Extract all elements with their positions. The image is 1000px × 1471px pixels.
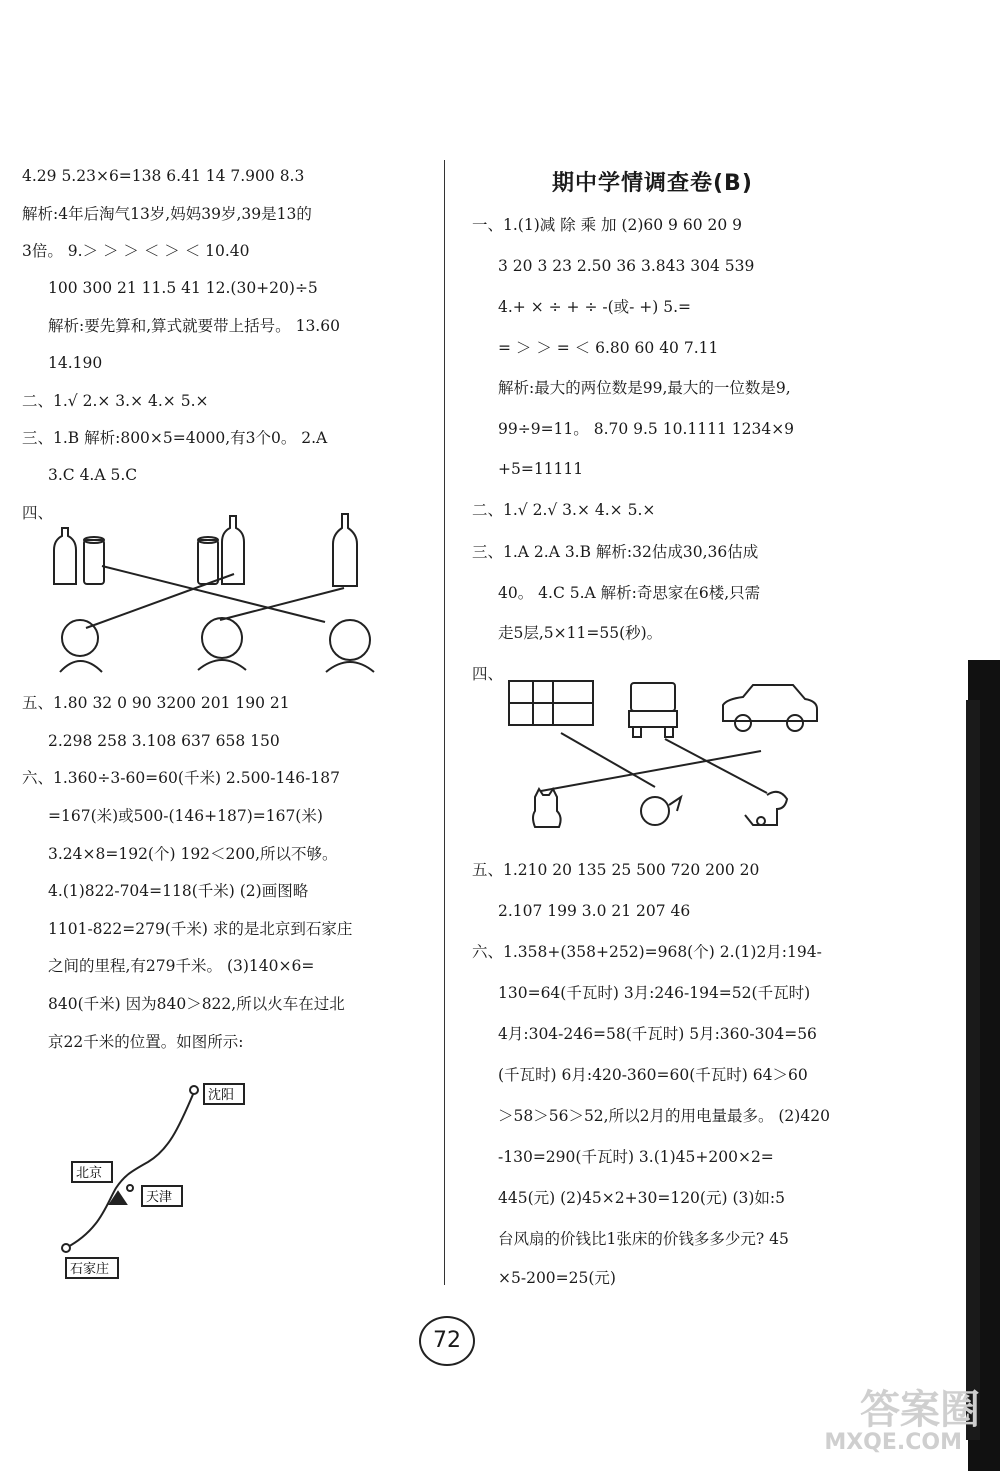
text-line: 840(千米) 因为840＞822,所以火车在过北 xyxy=(48,995,345,1013)
text-line: 2.298 258 3.108 637 658 150 xyxy=(48,732,280,750)
text-line: 14.190 xyxy=(48,354,103,372)
text-line: (千瓦时) 6月:420-360=60(千瓦时) 64＞60 xyxy=(498,1066,808,1084)
text-line: ＞58＞56＞52,所以2月的用电量最多。 (2)420 xyxy=(498,1107,830,1125)
text-line: 3.24×8=192(个) 192＜200,所以不够。 xyxy=(48,845,338,863)
text-line: 3.C 4.A 5.C xyxy=(48,466,138,484)
matching-figure-right xyxy=(505,675,825,835)
text-line: 四、 xyxy=(472,665,504,683)
text-line: 3倍。 9.＞ ＞ ＞ ＜ ＞ ＜ 10.40 xyxy=(22,242,250,260)
text-line: 四、 xyxy=(22,504,54,522)
text-line: 二、1.√ 2.× 3.× 4.× 5.× xyxy=(22,392,209,410)
text-line: 台风扇的价钱比1张床的价钱多多少元? 45 xyxy=(498,1230,789,1248)
page-title: 期中学情调查卷(B) xyxy=(552,171,753,196)
text-line: 2.107 199 3.0 21 207 46 xyxy=(498,902,691,920)
text-line: 解析:4年后淘气13岁,妈妈39岁,39是13的 xyxy=(22,205,312,223)
map-label-shenyang: 沈阳 xyxy=(208,1088,235,1103)
text-line: = ＞ ＞ = ＜ 6.80 60 40 7.11 xyxy=(498,339,719,357)
watermark-url: MXQE.COM xyxy=(824,1430,962,1455)
text-line: 一、1.(1)减 除 乘 加 (2)60 9 60 20 9 xyxy=(472,216,743,234)
text-line: 五、1.80 32 0 90 3200 201 190 21 xyxy=(22,694,290,712)
text-line: 三、1.B 解析:800×5=4000,有3个0。 2.A xyxy=(22,429,328,447)
text-line: 4.29 5.23×6=138 6.41 14 7.900 8.3 xyxy=(22,167,305,185)
text-line: 100 300 21 11.5 41 12.(30+20)÷5 xyxy=(48,279,318,297)
text-line: 4.(1)822-704=118(千米) (2)画图略 xyxy=(48,882,309,900)
text-line: 130=64(千瓦时) 3月:246-194=52(千瓦时) xyxy=(498,984,811,1002)
text-line: 3 20 3 23 2.50 36 3.843 304 539 xyxy=(498,257,755,275)
text-line: 走5层,5×11=55(秒)。 xyxy=(498,624,663,642)
route-map xyxy=(58,1080,258,1285)
text-line: 京22千米的位置。如图所示: xyxy=(48,1033,244,1051)
text-line: 三、1.A 2.A 3.B 解析:32估成30,36估成 xyxy=(472,543,759,561)
map-label-tianjin: 天津 xyxy=(146,1190,173,1205)
text-line: 解析:要先算和,算式就要带上括号。 13.60 xyxy=(48,317,340,335)
watermark-logo: 答案圈 xyxy=(860,1387,980,1433)
text-line: 4月:304-246=58(千瓦时) 5月:360-304=56 xyxy=(498,1025,817,1043)
column-divider xyxy=(444,160,445,1285)
text-line: 1101-822=279(千米) 求的是北京到石家庄 xyxy=(48,920,353,938)
text-line: 40。 4.C 5.A 解析:奇思家在6楼,只需 xyxy=(498,584,761,602)
text-line: 445(元) (2)45×2+30=120(元) (3)如:5 xyxy=(498,1189,785,1207)
scan-shadow xyxy=(966,700,980,1440)
text-line: -130=290(千瓦时) 3.(1)45+200×2= xyxy=(498,1148,774,1166)
text-line: 之间的里程,有279千米。 (3)140×6= xyxy=(48,957,315,975)
text-line: 六、1.360÷3-60=60(千米) 2.500-146-187 xyxy=(22,769,340,787)
map-label-shijiazhuang: 石家庄 xyxy=(70,1262,110,1277)
text-line: 解析:最大的两位数是99,最大的一位数是9, xyxy=(498,379,791,397)
text-line: =167(米)或500-(146+187)=167(米) xyxy=(48,807,323,825)
page-number: 72 xyxy=(419,1316,475,1366)
matching-figure-left xyxy=(50,510,390,675)
text-line: 4.+ × ÷ + ÷ -(或- +) 5.= xyxy=(498,298,692,316)
text-line: 六、1.358+(358+252)=968(个) 2.(1)2月:194- xyxy=(472,943,822,961)
text-line: 二、1.√ 2.√ 3.× 4.× 5.× xyxy=(472,501,656,519)
text-line: ×5-200=25(元) xyxy=(498,1269,616,1287)
text-line: 99÷9=11。 8.70 9.5 10.1111 1234×9 xyxy=(498,420,795,438)
text-line: 五、1.210 20 135 25 500 720 200 20 xyxy=(472,861,760,879)
text-line: +5=11111 xyxy=(498,460,584,478)
map-label-beijing: 北京 xyxy=(76,1166,103,1181)
